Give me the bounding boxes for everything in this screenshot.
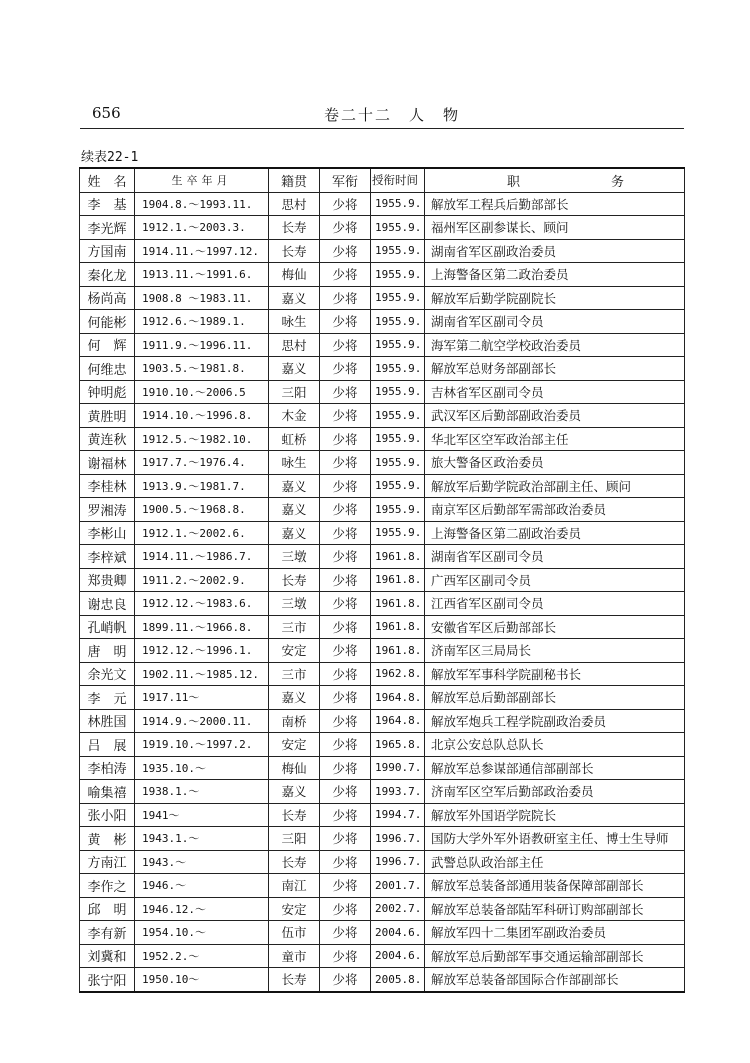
- cell-origin: 长寿: [269, 568, 320, 592]
- table-row: [80, 592, 685, 616]
- cell-post: 解放军炮兵工程学院副政治委员: [425, 709, 685, 733]
- cell-post: 解放军总装备部陆军科研订购部副部长: [425, 897, 685, 921]
- cell-rank-date: 1961.8.: [371, 639, 425, 663]
- cell-name: 张宁阳: [80, 968, 135, 992]
- header-rule: [80, 128, 684, 129]
- table-row: [80, 498, 685, 522]
- cell-life-dates: 1912.12.～1996.1.: [135, 639, 269, 663]
- cell-origin: 长寿: [269, 803, 320, 827]
- cell-rank: 少将: [320, 380, 371, 404]
- col-header-life-text: 生卒年月: [171, 174, 232, 188]
- cell-origin: 长寿: [269, 216, 320, 240]
- cell-origin: 思村: [269, 192, 320, 216]
- cell-name: 何维忠: [80, 357, 135, 381]
- cell-rank: 少将: [320, 568, 371, 592]
- cell-rank-date: 1965.8.: [371, 733, 425, 757]
- cell-post: 吉林省军区副司令员: [425, 380, 685, 404]
- table-body: [80, 192, 685, 992]
- cell-rank: 少将: [320, 827, 371, 851]
- cell-post: 北京公安总队总队长: [425, 733, 685, 757]
- col-header-post-right: 务: [610, 174, 624, 190]
- table-row: [80, 568, 685, 592]
- cell-rank: 少将: [320, 263, 371, 287]
- cell-rank-date: 1990.7.: [371, 756, 425, 780]
- page-number: 656: [92, 104, 121, 122]
- cell-life-dates: 1952.2.～: [135, 944, 269, 968]
- cell-rank: 少将: [320, 709, 371, 733]
- cell-rank-date: 1955.9.: [371, 263, 425, 287]
- cell-rank: 少将: [320, 733, 371, 757]
- cell-post: 旅大警备区政治委员: [425, 451, 685, 475]
- cell-rank-date: 1955.9.: [371, 427, 425, 451]
- cell-life-dates: 1914.10.～1996.8.: [135, 404, 269, 428]
- table-row: [80, 733, 685, 757]
- cell-life-dates: 1913.11.～1991.6.: [135, 263, 269, 287]
- cell-post: 上海警备区第二副政治委员: [425, 521, 685, 545]
- cell-rank: 少将: [320, 333, 371, 357]
- table-row: [80, 709, 685, 733]
- cell-post: 湖南省军区副司令员: [425, 310, 685, 334]
- cell-rank-date: 1955.9.: [371, 286, 425, 310]
- cell-origin: 长寿: [269, 968, 320, 992]
- col-header-rank: 军衔: [320, 168, 371, 192]
- table-row: [80, 803, 685, 827]
- table-row: [80, 662, 685, 686]
- cell-rank: 少将: [320, 404, 371, 428]
- cell-origin: 安定: [269, 733, 320, 757]
- cell-life-dates: 1917.7.～1976.4.: [135, 451, 269, 475]
- table-row: [80, 921, 685, 945]
- cell-origin: 嘉义: [269, 357, 320, 381]
- cell-name: 谢忠良: [80, 592, 135, 616]
- cell-origin: 安定: [269, 897, 320, 921]
- cell-life-dates: 1911.2.～2002.9.: [135, 568, 269, 592]
- cell-rank: 少将: [320, 639, 371, 663]
- cell-name: 李彬山: [80, 521, 135, 545]
- table-container: [79, 167, 685, 993]
- cell-rank-date: 1955.9.: [371, 498, 425, 522]
- cell-name: 杨尚高: [80, 286, 135, 310]
- cell-life-dates: 1912.1.～2003.3.: [135, 216, 269, 240]
- cell-life-dates: 1935.10.～: [135, 756, 269, 780]
- cell-post: 海军第二航空学校政治委员: [425, 333, 685, 357]
- cell-life-dates: 1938.1.～: [135, 780, 269, 804]
- cell-life-dates: 1902.11.～1985.12.: [135, 662, 269, 686]
- cell-life-dates: 1943.1.～: [135, 827, 269, 851]
- table-row: [80, 263, 685, 287]
- cell-post: 济南军区空军后勤部政治委员: [425, 780, 685, 804]
- table-row: [80, 827, 685, 851]
- cell-post: 解放军总财务部副部长: [425, 357, 685, 381]
- cell-post: 解放军总后勤部副部长: [425, 686, 685, 710]
- cell-name: 何能彬: [80, 310, 135, 334]
- cell-name: 刘冀和: [80, 944, 135, 968]
- cell-post: 武汉军区后勤部副政治委员: [425, 404, 685, 428]
- cell-post: 解放军总装备部通用装备保障部副部长: [425, 874, 685, 898]
- table-row: [80, 897, 685, 921]
- cell-origin: 虹桥: [269, 427, 320, 451]
- cell-origin: 嘉义: [269, 498, 320, 522]
- cell-life-dates: 1912.12.～1983.6.: [135, 592, 269, 616]
- table-row: [80, 286, 685, 310]
- cell-rank: 少将: [320, 756, 371, 780]
- cell-rank-date: 1961.8.: [371, 545, 425, 569]
- cell-life-dates: 1914.11.～1997.12.: [135, 239, 269, 263]
- table-row: [80, 521, 685, 545]
- cell-rank-date: 1994.7.: [371, 803, 425, 827]
- cell-name: 吕 展: [80, 733, 135, 757]
- cell-name: 唐 明: [80, 639, 135, 663]
- cell-post: 解放军工程兵后勤部部长: [425, 192, 685, 216]
- cell-rank: 少将: [320, 192, 371, 216]
- cell-rank: 少将: [320, 451, 371, 475]
- cell-rank: 少将: [320, 662, 371, 686]
- cell-rank-date: 1955.9.: [371, 474, 425, 498]
- cell-name: 李 元: [80, 686, 135, 710]
- cell-rank: 少将: [320, 474, 371, 498]
- cell-name: 黄胜明: [80, 404, 135, 428]
- cell-name: 谢福林: [80, 451, 135, 475]
- cell-life-dates: 1911.9.～1996.11.: [135, 333, 269, 357]
- table-row: [80, 780, 685, 804]
- cell-rank-date: 1955.9.: [371, 521, 425, 545]
- cell-rank-date: 2004.6.: [371, 944, 425, 968]
- cell-rank-date: 1955.9.: [371, 216, 425, 240]
- table-row: [80, 545, 685, 569]
- table-row: [80, 380, 685, 404]
- cell-rank: 少将: [320, 921, 371, 945]
- table-row: [80, 756, 685, 780]
- cell-rank-date: 2004.6.: [371, 921, 425, 945]
- cell-origin: 三墩: [269, 545, 320, 569]
- cell-rank: 少将: [320, 592, 371, 616]
- cell-rank-date: 2001.7.: [371, 874, 425, 898]
- cell-life-dates: 1950.10～: [135, 968, 269, 992]
- personnel-table: [79, 167, 685, 993]
- cell-post: 武警总队政治部主任: [425, 850, 685, 874]
- cell-life-dates: 1912.5.～1982.10.: [135, 427, 269, 451]
- cell-rank: 少将: [320, 239, 371, 263]
- cell-life-dates: 1914.9.～2000.11.: [135, 709, 269, 733]
- cell-rank: 少将: [320, 498, 371, 522]
- table-row: [80, 639, 685, 663]
- table-row: [80, 874, 685, 898]
- cell-life-dates: 1900.5.～1968.8.: [135, 498, 269, 522]
- cell-origin: 嘉义: [269, 780, 320, 804]
- table-caption: 续表22-1: [81, 150, 139, 165]
- table-row: [80, 427, 685, 451]
- cell-life-dates: 1917.11～: [135, 686, 269, 710]
- cell-rank: 少将: [320, 427, 371, 451]
- table-row: [80, 333, 685, 357]
- cell-name: 林胜国: [80, 709, 135, 733]
- cell-post: 解放军总参谋部通信部副部长: [425, 756, 685, 780]
- cell-post: 解放军外国语学院院长: [425, 803, 685, 827]
- table-row: [80, 216, 685, 240]
- cell-rank: 少将: [320, 944, 371, 968]
- cell-life-dates: 1946.～: [135, 874, 269, 898]
- cell-life-dates: 1946.12.～: [135, 897, 269, 921]
- cell-name: 李光辉: [80, 216, 135, 240]
- cell-origin: 南江: [269, 874, 320, 898]
- cell-rank: 少将: [320, 968, 371, 992]
- cell-rank: 少将: [320, 357, 371, 381]
- cell-origin: 童市: [269, 944, 320, 968]
- cell-rank: 少将: [320, 897, 371, 921]
- cell-rank: 少将: [320, 686, 371, 710]
- cell-post: 济南军区三局局长: [425, 639, 685, 663]
- table-header-row: [80, 168, 685, 192]
- cell-rank: 少将: [320, 780, 371, 804]
- cell-origin: 三墩: [269, 592, 320, 616]
- cell-post: 南京军区后勤部军需部政治委员: [425, 498, 685, 522]
- table-row: [80, 968, 685, 992]
- cell-post: 解放军四十二集团军副政治委员: [425, 921, 685, 945]
- cell-post: 江西省军区副司令员: [425, 592, 685, 616]
- cell-life-dates: 1919.10.～1997.2.: [135, 733, 269, 757]
- cell-name: 李 基: [80, 192, 135, 216]
- col-header-name: 姓 名: [80, 168, 135, 192]
- cell-name: 黄连秋: [80, 427, 135, 451]
- table-row: [80, 192, 685, 216]
- cell-name: 秦化龙: [80, 263, 135, 287]
- table-row: [80, 850, 685, 874]
- cell-origin: 梅仙: [269, 756, 320, 780]
- cell-post: 福州军区副参谋长、顾问: [425, 216, 685, 240]
- cell-post: 国防大学外军外语教研室主任、博士生导师: [425, 827, 685, 851]
- running-title: 卷二十二 人 物: [324, 106, 461, 124]
- cell-origin: 嘉义: [269, 286, 320, 310]
- table-row: [80, 686, 685, 710]
- cell-life-dates: 1910.10.～2006.5: [135, 380, 269, 404]
- cell-name: 郑贵卿: [80, 568, 135, 592]
- cell-name: 李柏涛: [80, 756, 135, 780]
- cell-life-dates: 1943.～: [135, 850, 269, 874]
- cell-post: 解放军后勤学院政治部副主任、顾问: [425, 474, 685, 498]
- cell-origin: 咏生: [269, 451, 320, 475]
- cell-name: 李桂林: [80, 474, 135, 498]
- cell-rank: 少将: [320, 874, 371, 898]
- table-row: [80, 310, 685, 334]
- cell-life-dates: 1903.5.～1981.8.: [135, 357, 269, 381]
- cell-origin: 嘉义: [269, 686, 320, 710]
- cell-rank-date: 1955.9.: [371, 404, 425, 428]
- cell-name: 邱 明: [80, 897, 135, 921]
- cell-rank-date: 1993.7.: [371, 780, 425, 804]
- cell-origin: 梅仙: [269, 263, 320, 287]
- cell-life-dates: 1912.6.～1989.1.: [135, 310, 269, 334]
- cell-rank-date: 1955.9.: [371, 451, 425, 475]
- cell-origin: 长寿: [269, 239, 320, 263]
- cell-post: 湖南省军区副司令员: [425, 545, 685, 569]
- cell-name: 孔峭帆: [80, 615, 135, 639]
- cell-post: 解放军后勤学院副院长: [425, 286, 685, 310]
- cell-post: 湖南省军区副政治委员: [425, 239, 685, 263]
- cell-rank-date: 1962.8.: [371, 662, 425, 686]
- cell-rank: 少将: [320, 545, 371, 569]
- cell-rank-date: 1961.8.: [371, 615, 425, 639]
- col-header-life: [135, 168, 269, 192]
- cell-life-dates: 1914.11.～1986.7.: [135, 545, 269, 569]
- cell-rank-date: 1955.9.: [371, 380, 425, 404]
- cell-rank-date: 1955.9.: [371, 192, 425, 216]
- col-header-date: 授衔时间: [371, 168, 425, 192]
- cell-origin: 安定: [269, 639, 320, 663]
- cell-post: 解放军总后勤部军事交通运输部副部长: [425, 944, 685, 968]
- cell-name: 黄 彬: [80, 827, 135, 851]
- cell-rank-date: 1964.8.: [371, 686, 425, 710]
- cell-name: 张小阳: [80, 803, 135, 827]
- cell-rank: 少将: [320, 310, 371, 334]
- cell-rank-date: 1955.9.: [371, 333, 425, 357]
- cell-origin: 木金: [269, 404, 320, 428]
- table-row: [80, 944, 685, 968]
- table-row: [80, 474, 685, 498]
- cell-name: 方国南: [80, 239, 135, 263]
- cell-rank-date: 2002.7.: [371, 897, 425, 921]
- cell-rank: 少将: [320, 216, 371, 240]
- cell-origin: 思村: [269, 333, 320, 357]
- cell-rank: 少将: [320, 850, 371, 874]
- col-header-post: [425, 168, 685, 192]
- cell-post: 解放军总装备部国际合作部副部长: [425, 968, 685, 992]
- cell-post: 华北军区空军政治部主任: [425, 427, 685, 451]
- cell-name: 何 辉: [80, 333, 135, 357]
- cell-rank-date: 1961.8.: [371, 592, 425, 616]
- cell-rank: 少将: [320, 615, 371, 639]
- cell-post: 上海警备区第二政治委员: [425, 263, 685, 287]
- cell-rank-date: 1955.9.: [371, 239, 425, 263]
- cell-life-dates: 1904.8.～1993.11.: [135, 192, 269, 216]
- cell-rank: 少将: [320, 803, 371, 827]
- cell-origin: 三市: [269, 662, 320, 686]
- cell-rank: 少将: [320, 286, 371, 310]
- cell-rank-date: 2005.8.: [371, 968, 425, 992]
- cell-name: 余光文: [80, 662, 135, 686]
- cell-post: 广西军区副司令员: [425, 568, 685, 592]
- table-row: [80, 357, 685, 381]
- col-header-origin: 籍贯: [269, 168, 320, 192]
- cell-life-dates: 1954.10.～: [135, 921, 269, 945]
- cell-rank-date: 1996.7.: [371, 827, 425, 851]
- cell-origin: 嘉义: [269, 521, 320, 545]
- cell-name: 罗湘涛: [80, 498, 135, 522]
- cell-origin: 咏生: [269, 310, 320, 334]
- cell-rank-date: 1955.9.: [371, 310, 425, 334]
- cell-life-dates: 1908.8 ～1983.11.: [135, 286, 269, 310]
- table-row: [80, 404, 685, 428]
- cell-origin: 南桥: [269, 709, 320, 733]
- cell-life-dates: 1941～: [135, 803, 269, 827]
- cell-origin: 三阳: [269, 380, 320, 404]
- cell-origin: 三市: [269, 615, 320, 639]
- cell-rank-date: 1955.9.: [371, 357, 425, 381]
- cell-origin: 三阳: [269, 827, 320, 851]
- cell-name: 钟明彪: [80, 380, 135, 404]
- cell-post: 安徽省军区后勤部部长: [425, 615, 685, 639]
- col-header-post-left: 职: [507, 174, 521, 190]
- cell-name: 方南江: [80, 850, 135, 874]
- cell-rank-date: 1961.8.: [371, 568, 425, 592]
- cell-rank-date: 1996.7.: [371, 850, 425, 874]
- cell-origin: 嘉义: [269, 474, 320, 498]
- cell-name: 李梓斌: [80, 545, 135, 569]
- cell-rank: 少将: [320, 521, 371, 545]
- col-header-post-wrap: [431, 171, 684, 190]
- cell-origin: 长寿: [269, 850, 320, 874]
- table-row: [80, 615, 685, 639]
- cell-name: 喻集禧: [80, 780, 135, 804]
- cell-rank-date: 1964.8.: [371, 709, 425, 733]
- cell-name: 李有新: [80, 921, 135, 945]
- cell-name: 李作之: [80, 874, 135, 898]
- table-row: [80, 239, 685, 263]
- cell-life-dates: 1899.11.～1966.8.: [135, 615, 269, 639]
- cell-life-dates: 1912.1.～2002.6.: [135, 521, 269, 545]
- cell-origin: 伍市: [269, 921, 320, 945]
- table-row: [80, 451, 685, 475]
- cell-life-dates: 1913.9.～1981.7.: [135, 474, 269, 498]
- cell-post: 解放军军事科学院副秘书长: [425, 662, 685, 686]
